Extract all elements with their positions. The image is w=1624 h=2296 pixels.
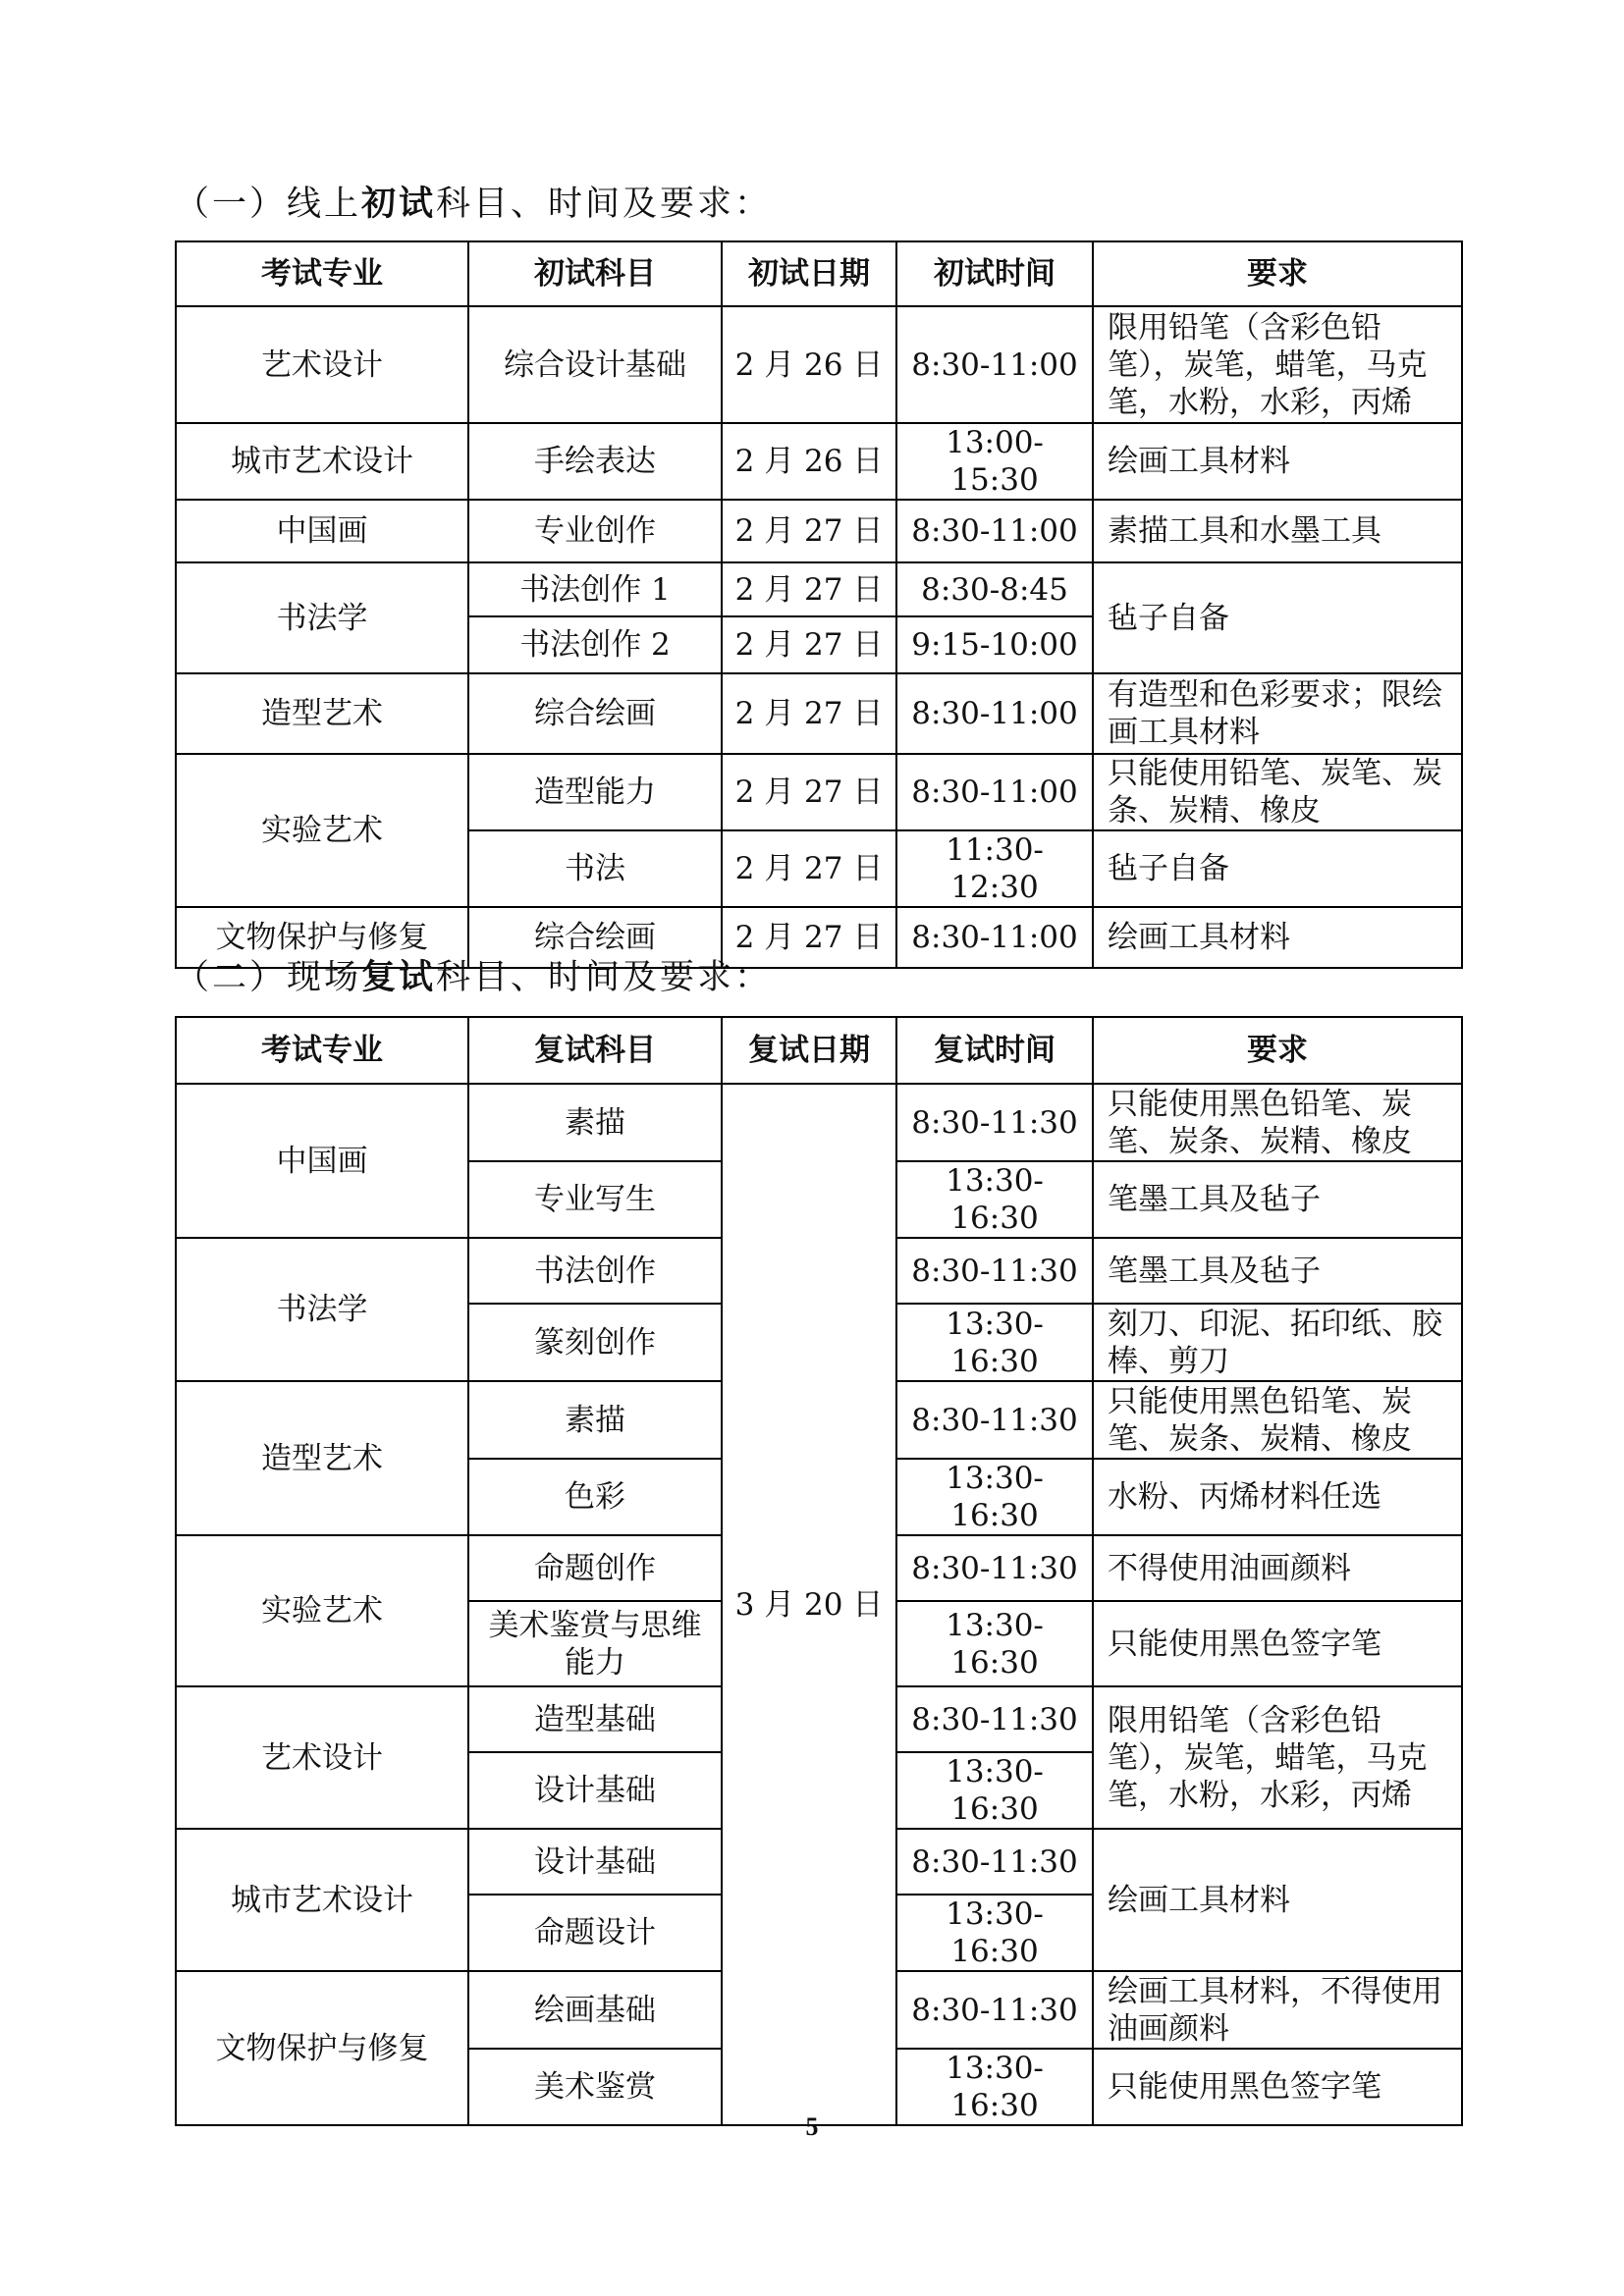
- subject-cell: 手绘表达: [468, 423, 722, 500]
- requirement-cell: 绘画工具材料: [1093, 423, 1462, 500]
- time-cell: 8:30-11:00: [896, 673, 1093, 754]
- major-cell: 实验艺术: [176, 754, 468, 907]
- subject-cell: 综合绘画: [468, 673, 722, 754]
- major-cell: 书法学: [176, 1238, 468, 1381]
- time-cell: 8:30-11:30: [896, 1686, 1093, 1752]
- time-cell: 8:30-8:45: [896, 562, 1093, 616]
- requirement-cell: 只能使用铅笔、炭笔、炭条、炭精、橡皮: [1093, 754, 1462, 830]
- date-cell: 3 月 20 日: [722, 1084, 896, 2125]
- subject-cell: 篆刻创作: [468, 1304, 722, 1381]
- major-cell: 文物保护与修复: [176, 907, 468, 968]
- subject-cell: 命题设计: [468, 1895, 722, 1971]
- subject-cell: 书法创作 2: [468, 616, 722, 673]
- date-cell: 2 月 27 日: [722, 907, 896, 968]
- date-cell: 2 月 26 日: [722, 306, 896, 423]
- requirement-cell: 绘画工具材料，不得使用油画颜料: [1093, 1971, 1462, 2049]
- requirement-cell: 只能使用黑色铅笔、炭笔、炭条、炭精、橡皮: [1093, 1084, 1462, 1161]
- subject-cell: 造型能力: [468, 754, 722, 830]
- date-cell: 2 月 27 日: [722, 616, 896, 673]
- requirement-cell: 绘画工具材料: [1093, 907, 1462, 968]
- major-cell: 造型艺术: [176, 1381, 468, 1535]
- table-header-row: [176, 241, 1462, 306]
- col-header: 考试专业: [176, 241, 468, 306]
- col-header: 复试时间: [896, 1017, 1093, 1084]
- subject-cell: 书法创作: [468, 1238, 722, 1304]
- requirement-cell: 只能使用黑色签字笔: [1093, 1601, 1462, 1686]
- col-header: 要求: [1093, 241, 1462, 306]
- subject-cell: 书法创作 1: [468, 562, 722, 616]
- table-header-row: [176, 1017, 1462, 1084]
- time-cell: 8:30-11:30: [896, 1238, 1093, 1304]
- time-cell: 8:30-11:30: [896, 1381, 1093, 1459]
- subject-cell: 素描: [468, 1381, 722, 1459]
- col-header: 复试日期: [722, 1017, 896, 1084]
- time-cell: 13:30-16:30: [896, 1895, 1093, 1971]
- retest-exam-table: [175, 1016, 1463, 2126]
- subject-cell: 专业写生: [468, 1161, 722, 1238]
- requirement-cell: 有造型和色彩要求；限绘画工具材料: [1093, 673, 1462, 754]
- time-cell: 9:15-10:00: [896, 616, 1093, 673]
- requirement-cell: 毡子自备: [1093, 562, 1462, 673]
- table-row: [176, 673, 1462, 754]
- col-header: 初试时间: [896, 241, 1093, 306]
- col-header: 复试科目: [468, 1017, 722, 1084]
- major-cell: 城市艺术设计: [176, 423, 468, 500]
- date-cell: 2 月 27 日: [722, 500, 896, 562]
- table-row: [176, 1084, 1462, 1161]
- requirement-cell: 只能使用黑色签字笔: [1093, 2049, 1462, 2125]
- time-cell: 8:30-11:30: [896, 1535, 1093, 1601]
- page-number: 5: [805, 2112, 819, 2141]
- subject-cell: 设计基础: [468, 1752, 722, 1829]
- subject-cell: 命题创作: [468, 1535, 722, 1601]
- table-row: [176, 562, 1462, 616]
- time-cell: 8:30-11:30: [896, 1829, 1093, 1895]
- major-cell: 城市艺术设计: [176, 1829, 468, 1971]
- col-header: 考试专业: [176, 1017, 468, 1084]
- major-cell: 中国画: [176, 1084, 468, 1238]
- major-cell: 实验艺术: [176, 1535, 468, 1686]
- requirement-cell: 只能使用黑色铅笔、炭笔、炭条、炭精、橡皮: [1093, 1381, 1462, 1459]
- time-cell: 11:30-12:30: [896, 830, 1093, 907]
- subject-cell: 综合绘画: [468, 907, 722, 968]
- table-row: [176, 306, 1462, 423]
- major-cell: 书法学: [176, 562, 468, 673]
- requirement-cell: 不得使用油画颜料: [1093, 1535, 1462, 1601]
- requirement-cell: 限用铅笔（含彩色铅笔），炭笔，蜡笔，马克笔，水粉，水彩，丙烯: [1093, 306, 1462, 423]
- col-header: 要求: [1093, 1017, 1462, 1084]
- major-cell: 艺术设计: [176, 1686, 468, 1829]
- time-cell: 13:30-16:30: [896, 1459, 1093, 1535]
- table-row: [176, 423, 1462, 500]
- subject-cell: 素描: [468, 1084, 722, 1161]
- requirement-cell: 毡子自备: [1093, 830, 1462, 907]
- section2-heading: （二）现场复试科目、时间及要求：: [175, 957, 773, 997]
- subject-cell: 专业创作: [468, 500, 722, 562]
- major-cell: 文物保护与修复: [176, 1971, 468, 2125]
- subject-cell: 美术鉴赏与思维能力: [468, 1601, 722, 1686]
- subject-cell: 美术鉴赏: [468, 2049, 722, 2125]
- time-cell: 13:30-16:30: [896, 1752, 1093, 1829]
- time-cell: 13:30-16:30: [896, 1601, 1093, 1686]
- requirement-cell: 素描工具和水墨工具: [1093, 500, 1462, 562]
- time-cell: 13:30-16:30: [896, 1304, 1093, 1381]
- table-row: [176, 500, 1462, 562]
- subject-cell: 综合设计基础: [468, 306, 722, 423]
- time-cell: 8:30-11:30: [896, 1084, 1093, 1161]
- time-cell: 8:30-11:00: [896, 754, 1093, 830]
- time-cell: 13:00-15:30: [896, 423, 1093, 500]
- time-cell: 8:30-11:00: [896, 500, 1093, 562]
- date-cell: 2 月 27 日: [722, 673, 896, 754]
- col-header: 初试科目: [468, 241, 722, 306]
- subject-cell: 书法: [468, 830, 722, 907]
- requirement-cell: 笔墨工具及毡子: [1093, 1161, 1462, 1238]
- requirement-cell: 刻刀、印泥、拓印纸、胶棒、剪刀: [1093, 1304, 1462, 1381]
- date-cell: 2 月 27 日: [722, 562, 896, 616]
- section1-heading: （一）线上初试科目、时间及要求：: [175, 184, 773, 224]
- subject-cell: 设计基础: [468, 1829, 722, 1895]
- time-cell: 8:30-11:00: [896, 306, 1093, 423]
- requirement-cell: 笔墨工具及毡子: [1093, 1238, 1462, 1304]
- major-cell: 造型艺术: [176, 673, 468, 754]
- time-cell: 8:30-11:00: [896, 907, 1093, 968]
- requirement-cell: 水粉、丙烯材料任选: [1093, 1459, 1462, 1535]
- date-cell: 2 月 27 日: [722, 754, 896, 830]
- table-row: [176, 754, 1462, 830]
- time-cell: 13:30-16:30: [896, 2049, 1093, 2125]
- initial-exam-table: [175, 240, 1463, 969]
- requirement-cell: 限用铅笔（含彩色铅笔），炭笔，蜡笔，马克笔，水粉，水彩，丙烯: [1093, 1686, 1462, 1829]
- requirement-cell: 绘画工具材料: [1093, 1829, 1462, 1971]
- time-cell: 8:30-11:30: [896, 1971, 1093, 2049]
- major-cell: 艺术设计: [176, 306, 468, 423]
- subject-cell: 造型基础: [468, 1686, 722, 1752]
- date-cell: 2 月 27 日: [722, 830, 896, 907]
- time-cell: 13:30-16:30: [896, 1161, 1093, 1238]
- subject-cell: 绘画基础: [468, 1971, 722, 2049]
- major-cell: 中国画: [176, 500, 468, 562]
- col-header: 初试日期: [722, 241, 896, 306]
- subject-cell: 色彩: [468, 1459, 722, 1535]
- date-cell: 2 月 26 日: [722, 423, 896, 500]
